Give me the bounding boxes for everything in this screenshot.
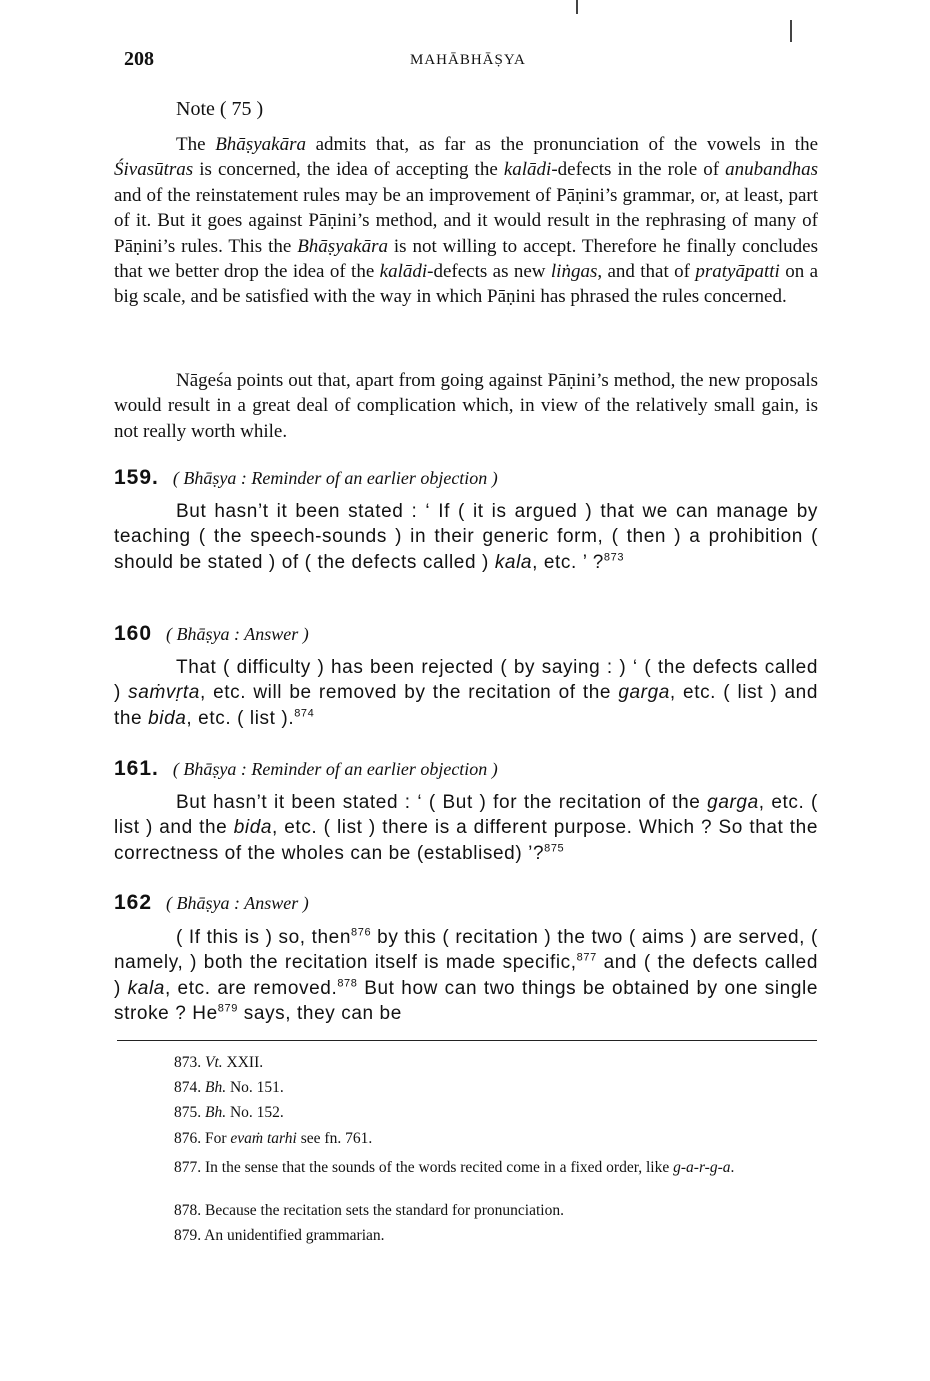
note-heading: Note ( 75 ) bbox=[176, 98, 264, 120]
section-heading-162 bbox=[114, 891, 309, 915]
section-title: ( Bhāṣya : Answer ) bbox=[166, 624, 309, 644]
section-number: 159. bbox=[114, 466, 159, 489]
section-heading-159 bbox=[114, 466, 498, 490]
footnote-875: 875. Bh. No. 152. bbox=[174, 1104, 284, 1121]
footnote-877: 877. In the sense that the sounds of the words recited come in a fixed order, like g-a-r-g-a. bbox=[174, 1159, 735, 1176]
section-number: 160 bbox=[114, 622, 153, 645]
note-paragraph-2: Nāgeśa points out that, apart from going against Pāṇini’s method, the new proposals would result in a great deal of complication which, in view of the relatively small gain, is not really worth while. bbox=[114, 370, 818, 442]
section-title: ( Bhāṣya : Reminder of an earlier objection ) bbox=[172, 759, 498, 779]
scan-mark bbox=[790, 20, 792, 42]
footnote-874: 874. Bh. No. 151. bbox=[174, 1079, 284, 1096]
page-number: 208 bbox=[124, 48, 154, 70]
footnote-876: 876. For evaṁ tarhi see fn. 761. bbox=[174, 1130, 373, 1147]
footnote-873: 873. Vt. XXII. bbox=[174, 1054, 264, 1071]
section-number: 162 bbox=[114, 891, 153, 914]
section-number: 161. bbox=[114, 757, 159, 780]
running-title: MAHĀBHĀṢYA bbox=[410, 52, 526, 68]
footnote-878: 878. Because the recitation sets the standard for pronunciation. bbox=[174, 1202, 564, 1219]
section-body-159: But hasn’t it been stated : ‘ If ( it is argued ) that we can manage by teaching ( the speech-sounds ) in their generic form, ( then ) a prohibition ( should be stated ) of ( the defects called ) kala, etc. ’ ?$^{873}$ bbox=[114, 501, 818, 573]
section-body-162: ( If this is ) so, then$^{876}$ by this ( recitation ) the two ( aims ) are served, ( namely, ) both the recitation itself is made specific,$^{877}$ and ( the defects called ) kala, etc. are removed.$^{878}$ But how can two things be obtained by one single stroke ? He$^{879}$ says, they can be bbox=[114, 926, 818, 1025]
section-body-161: But hasn’t it been stated : ‘ ( But ) for the recitation of the garga, etc. ( list ) and the bida, etc. ( list ) there is a different purpose. Which ? So that the correctness of the wholes can be (establised) ’?$^{875}$ bbox=[114, 792, 818, 864]
section-title: ( Bhāṣya : Answer ) bbox=[166, 893, 309, 913]
note-paragraph-1: The Bhāṣyakāra admits that, as far as the pronunciation of the vowels in the Śivasūtras is concerned, the idea of accepting the kalādi-defects in the role of anubandhas and of the reinstatement rules may be an improvement of Pāṇini’s grammar, or, at least, part of it. But it goes against Pāṇini’s method, and it would result in the rephrasing of many of Pāṇini’s rules. This the Bhāṣyakāra is not willing to accept. Therefore he finally concludes that we better drop the idea of the kalādi-defects as new liṅgas, and that of pratyāpatti on a big scale, and be satisfied with the way in which Pāṇini has phrased the rules concerned. bbox=[114, 134, 819, 308]
footnote-rule bbox=[117, 1040, 817, 1041]
scan-mark bbox=[576, 0, 578, 14]
footnote-879: 879. An unidentified grammarian. bbox=[174, 1227, 385, 1244]
section-heading-160 bbox=[114, 622, 309, 646]
section-title: ( Bhāṣya : Reminder of an earlier objection ) bbox=[172, 468, 498, 488]
section-body-160: That ( difficulty ) has been rejected ( by saying : ) ‘ ( the defects called ) saṁvṛta, etc. will be removed by the recitation of the garga, etc. ( list ) and the bida, etc. ( list ).$^{874}$ bbox=[114, 657, 818, 729]
section-heading-161 bbox=[114, 757, 498, 781]
